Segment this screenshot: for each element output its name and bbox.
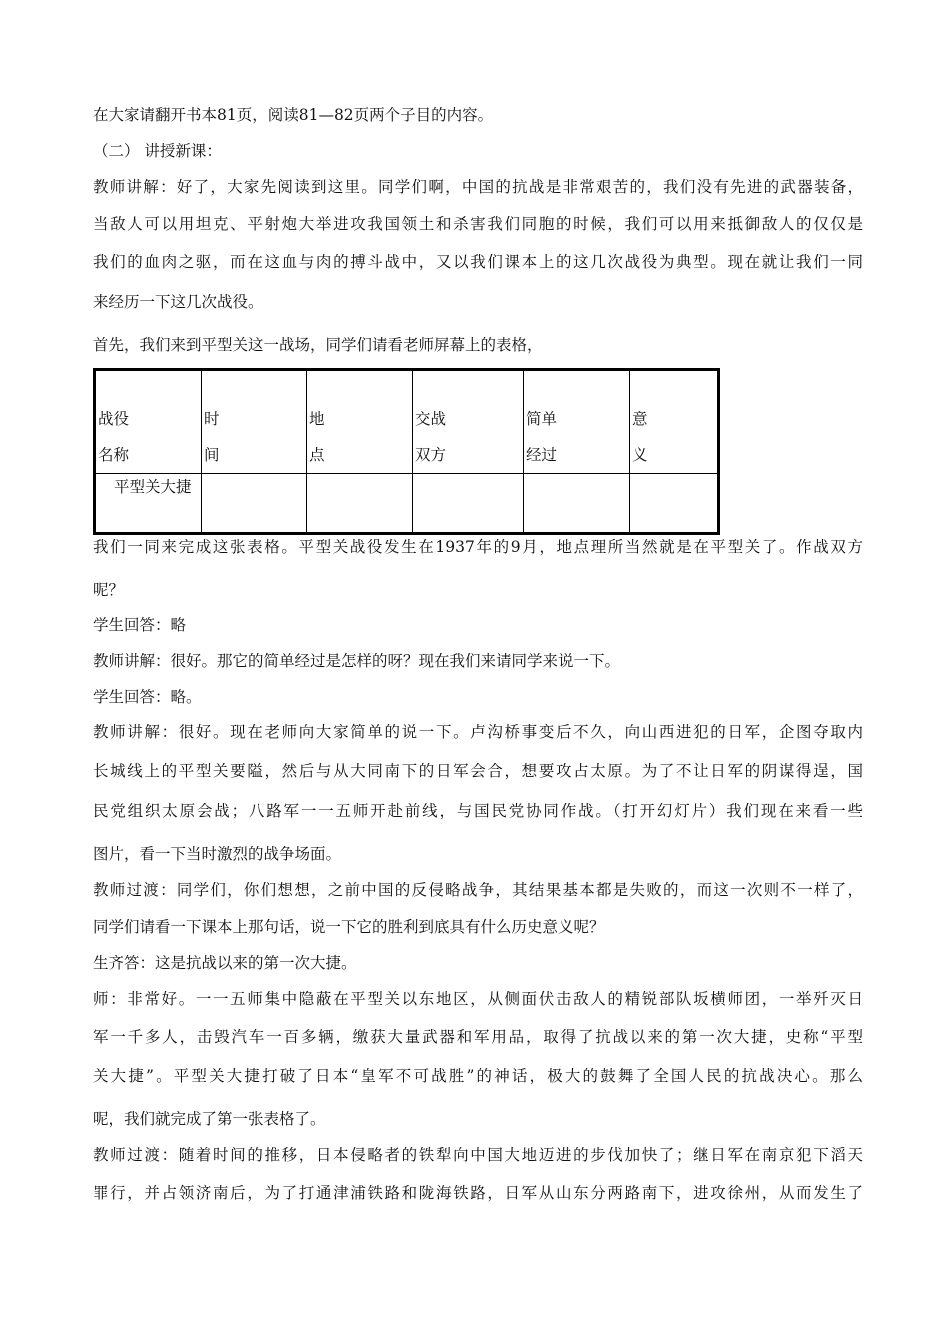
text-line-1: 在大家请翻开书本81页，阅读81—82页两个子目的内容。 bbox=[93, 106, 494, 124]
table-cell bbox=[202, 474, 307, 534]
text-line-10: 学生回答：略 bbox=[93, 616, 187, 634]
table-header-cell: 意 义 bbox=[630, 370, 719, 474]
table-header-cell: 时 间 bbox=[202, 370, 307, 474]
table-row bbox=[95, 474, 719, 534]
text-line-19: 生齐答：这是抗战以来的第一次大捷。 bbox=[93, 954, 357, 972]
table-cell bbox=[307, 474, 413, 534]
table-cell bbox=[630, 474, 719, 534]
section-heading: （二） 讲授新课： bbox=[93, 142, 222, 160]
text-line-20: 师：非常好。一一五师集中隐蔽在平型关以东地区，从侧面伏击敌人的精锐部队坂横师团，一举歼灭日 bbox=[93, 990, 863, 1008]
text-line-22: 关大捷”。平型关大捷打破了日本“皇军不可战胜”的神话，极大的鼓舞了全国人民的抗战决心。那么 bbox=[93, 1067, 863, 1085]
battle-table bbox=[93, 368, 720, 535]
text-line-4: 当敌人可以用坦克、平射炮大举进攻我国领土和杀害我们同胞的时候，我们可以用来抵御敌人的仅仅是 bbox=[93, 215, 863, 233]
table-cell bbox=[524, 474, 630, 534]
text-line-17: 教师过渡：同学们，你们想想，之前中国的反侵略战争，其结果基本都是失败的，而这一次则不一样了， bbox=[93, 881, 863, 899]
text-line-8: 我们一同来完成这张表格。平型关战役发生在1937年的9月，地点理所当然就是在平型关了。作战双方 bbox=[93, 538, 863, 556]
text-line-12: 学生回答：略。 bbox=[93, 688, 202, 706]
text-line-16: 图片，看一下当时激烈的战争场面。 bbox=[93, 845, 342, 863]
text-line-24: 教师过渡：随着时间的推移，日本侵略者的铁犁向中国大地迈进的步伐加快了；继日军在南京犯下滔天 bbox=[93, 1146, 863, 1164]
text-line-25: 罪行，并占领济南后，为了打通津浦铁路和陇海铁路，日军从山东分两路南下，进攻徐州，从而发生了 bbox=[93, 1184, 863, 1202]
table-cell bbox=[413, 474, 524, 534]
table-header-cell: 地 点 bbox=[307, 370, 413, 474]
table-header-cell: 战役 名称 bbox=[95, 370, 202, 474]
text-line-13: 教师讲解：很好。现在老师向大家简单的说一下。卢沟桥事变后不久，向山西进犯的日军，企图夺取内 bbox=[93, 723, 863, 741]
table-cell: 平型关大捷 bbox=[95, 474, 202, 534]
text-line-21: 军一千多人，击毁汽车一百多辆，缴获大量武器和军用品，取得了抗战以来的第一次大捷，史称“平型 bbox=[93, 1028, 863, 1046]
text-line-3: 教师讲解：好了，大家先阅读到这里。同学们啊，中国的抗战是非常艰苦的，我们没有先进的武器装备， bbox=[93, 178, 863, 196]
text-line-6: 来经历一下这几次战役。 bbox=[93, 293, 264, 311]
table-header-cell: 简单 经过 bbox=[524, 370, 630, 474]
text-line-7: 首先，我们来到平型关这一战场，同学们请看老师屏幕上的表格， bbox=[93, 336, 543, 354]
text-line-5: 我们的血肉之驱，而在这血与肉的搏斗战中，又以我们课本上的这几次战役为典型。现在就让我们一同 bbox=[93, 253, 863, 271]
text-line-18: 同学们请看一下课本上那句话，说一下它的胜利到底具有什么历史意义呢？ bbox=[93, 918, 605, 936]
table-header-row bbox=[95, 370, 719, 474]
text-line-23: 呢，我们就完成了第一张表格了。 bbox=[93, 1110, 326, 1128]
text-line-9: 呢？ bbox=[93, 581, 125, 599]
text-line-14: 长城线上的平型关要隘，然后与从大同南下的日军会合，想要攻占太原。为了不让日军的阴谋得逞，国 bbox=[93, 762, 863, 780]
text-line-11: 教师讲解：很好。那它的简单经过是怎样的呀？现在我们来请同学来说一下。 bbox=[93, 652, 621, 670]
table-header-cell: 交战 双方 bbox=[413, 370, 524, 474]
text-line-15: 民党组织太原会战；八路军一一五师开赴前线，与国民党协同作战。（打开幻灯片）我们现在来看一些 bbox=[93, 802, 863, 820]
